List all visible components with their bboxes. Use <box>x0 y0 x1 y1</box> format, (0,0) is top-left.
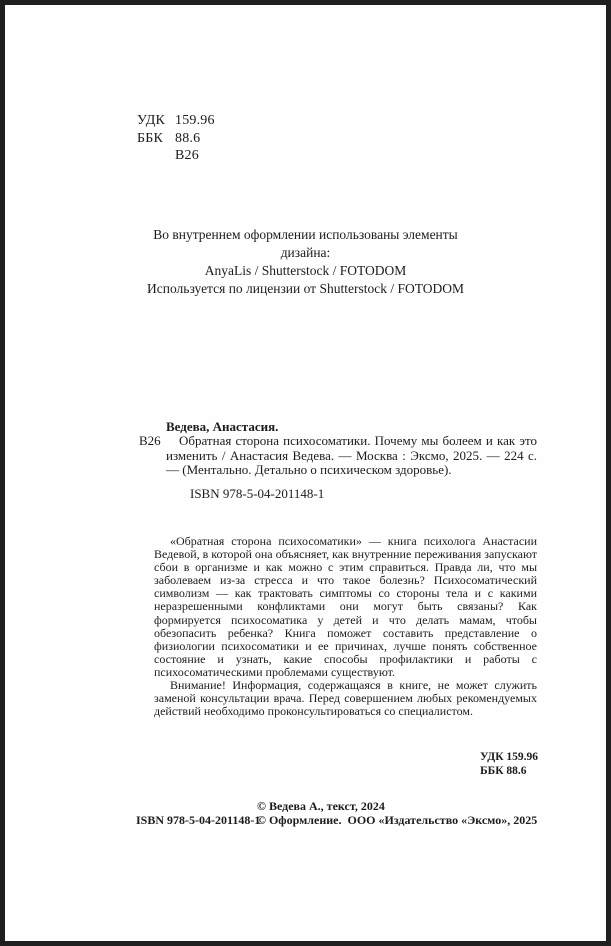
bbk-label: ББК <box>137 130 164 146</box>
annotation-block <box>154 535 537 718</box>
design-credit-line: AnyaLis / Shutterstock / FOTODOM <box>204 263 407 278</box>
classification-bottom-block <box>480 751 538 779</box>
author-sign-spacer <box>137 147 175 165</box>
design-credit-line: Используется по лицензии от Shutterstock / FOTODOM <box>147 281 464 296</box>
author-sign: В26 <box>175 148 199 163</box>
design-credit-line: Во внутреннем оформлении использованы элементы <box>153 227 458 242</box>
isbn-line: ISBN 978-5-04-201148-1 <box>190 485 325 501</box>
design-credit-block <box>0 226 611 298</box>
annotation-paragraph-2: Внимание! Информация, содержащаяся в книге, не может служить заменой консультации врача. Перед совершением любых рекомендуемых действий необходимо проконсультироваться со специалистом. <box>154 678 537 719</box>
udk-bottom-line: УДК 159.96 <box>480 751 539 763</box>
classification-top-block <box>137 112 215 165</box>
design-credit-line: дизайна: <box>280 245 331 260</box>
imprint-block <box>0 800 611 830</box>
author-heading: Ведева, Анастасия. <box>166 419 279 434</box>
annotation-paragraph-1: «Обратная сторона психосоматики» — книга психолога Анастасии Ведевой, в которой она объясняет, как внутренние переживания запускают сбои в организме и как можно с этим справиться. Правда ли, что мы заболеваем из-за стресса и что такое болезнь? Психосоматический символизм — как трактовать симптомы со стороны тела и с какими неразрешенными конфликтами они могут быть связаны? Как формируется психосоматика у детей и что делать мамам, чтобы обезопасить ребенка? Книга поможет составить представление о физиологии психосоматики и ее причинах, лучше понять собственное состояние и узнать, какие способы профилактики и работы с психосоматическими проблемами существуют. <box>154 534 537 679</box>
imprint-isbn: ISBN 978-5-04-201148-1 <box>136 812 261 827</box>
bibliographic-description: Обратная сторона психосоматики. Почему мы болеем и как это изменить / Анастасия Ведева. — Москва : Эксмо, 2025. — 224 с. — (Ментально. Детально о психическом здоровье). <box>166 433 537 478</box>
bibliographic-block <box>139 419 537 501</box>
bbk-value: 88.6 <box>175 130 201 146</box>
udk-label: УДК <box>137 113 165 128</box>
author-sign-margin: В26 <box>139 433 161 449</box>
bbk-bottom-line: ББК 88.6 <box>480 764 527 777</box>
udk-value: 159.96 <box>175 113 215 128</box>
text-copyright-line: © Ведева А., текст, 2024 <box>257 799 385 813</box>
design-copyright-line: © Оформление. ООО «Издательство «Эксмо», 2025 <box>257 812 538 827</box>
